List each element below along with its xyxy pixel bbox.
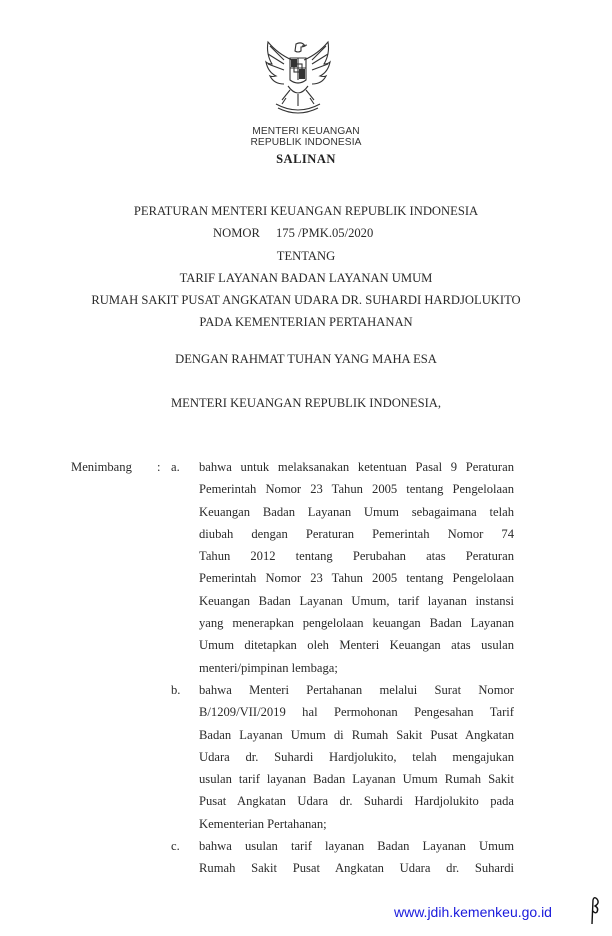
- text-line: diubah dengan Peraturan Pemerintah Nomor 74: [199, 526, 514, 541]
- menimbang-colon: :: [157, 460, 161, 474]
- text-line: Umum ditetapkan oleh Menteri Keuangan atas usulan: [199, 638, 514, 653]
- item-a-marker: a.: [171, 460, 180, 474]
- ministry-line-1: MENTERI KEUANGAN: [252, 126, 360, 137]
- text-line: bahwa Menteri Pertahanan melalui Surat Nomor: [199, 683, 514, 697]
- text-line: Kementerian Pertahanan;: [199, 816, 327, 831]
- tentang-label: TENTANG: [276, 249, 336, 263]
- text-line: Pusat Angkatan Udara dr. Suhardi Hardjolukito pada: [199, 794, 514, 809]
- nomor-label: NOMOR: [213, 226, 260, 240]
- text-line: Pemerintah Nomor 23 Tahun 2005 tentang Pengelolaan: [199, 571, 514, 586]
- text-line: menteri/pimpinan lembaga;: [199, 660, 338, 675]
- text-line: yang menerapkan pengelolaan keuangan Badan Layanan: [199, 616, 514, 631]
- considering-item-c: [199, 835, 514, 880]
- regulation-title: PERATURAN MENTERI KEUANGAN REPUBLIK INDONESIA: [133, 204, 479, 218]
- item-b-marker: b.: [171, 683, 181, 697]
- menimbang-label: Menimbang: [71, 460, 132, 474]
- garuda-emblem-icon: [262, 38, 334, 122]
- text-line: Udara dr. Suhardi Hardjolukito, telah mengajukan: [199, 749, 514, 764]
- text-line: bahwa usulan tarif layanan Badan Layanan Umum: [199, 839, 514, 853]
- text-line: Tahun 2012 tentang Perubahan atas Peraturan: [199, 549, 514, 564]
- authority: MENTERI KEUANGAN REPUBLIK INDONESIA,: [170, 396, 442, 410]
- text-line: usulan tarif layanan Badan Layanan Umum Rumah Sakit: [199, 772, 514, 787]
- text-line: Keuangan Badan Layanan Umum sebagaimana telah: [199, 504, 514, 519]
- item-c-marker: c.: [171, 839, 180, 853]
- considering-item-a: [199, 456, 514, 679]
- ministry-line-2: REPUBLIK INDONESIA: [250, 137, 362, 148]
- text-line: Keuangan Badan Layanan Umum, tarif layanan instansi: [199, 593, 514, 608]
- text-line: Pemerintah Nomor 23 Tahun 2005 tentang Pengelolaan: [199, 482, 514, 497]
- jdih-website-link[interactable]: www.jdih.kemenkeu.go.id: [394, 904, 552, 920]
- considering-item-b: [199, 679, 514, 835]
- text-line: Badan Layanan Umum di Rumah Sakit Pusat Angkatan: [199, 727, 514, 742]
- salinan-stamp: SALINAN: [276, 152, 336, 166]
- text-line: bahwa untuk melaksanakan ketentuan Pasal 9 Peraturan: [199, 460, 514, 474]
- subject-line-3: PADA KEMENTERIAN PERTAHANAN: [199, 315, 413, 329]
- nomor-value: 175 /PMK.05/2020: [276, 226, 374, 240]
- subject-line-2: RUMAH SAKIT PUSAT ANGKATAN UDARA DR. SUHARDI HARDJOLUKITO: [91, 293, 521, 307]
- paraf-initial-icon: [588, 896, 602, 926]
- text-line: Rumah Sakit Pusat Angkatan Udara dr. Suhardi: [199, 861, 514, 876]
- invocation: DENGAN RAHMAT TUHAN YANG MAHA ESA: [175, 352, 437, 366]
- text-line: B/1209/VII/2019 hal Permohonan Pengesahan Tarif: [199, 705, 514, 720]
- subject-line-1: TARIF LAYANAN BADAN LAYANAN UMUM: [179, 271, 433, 285]
